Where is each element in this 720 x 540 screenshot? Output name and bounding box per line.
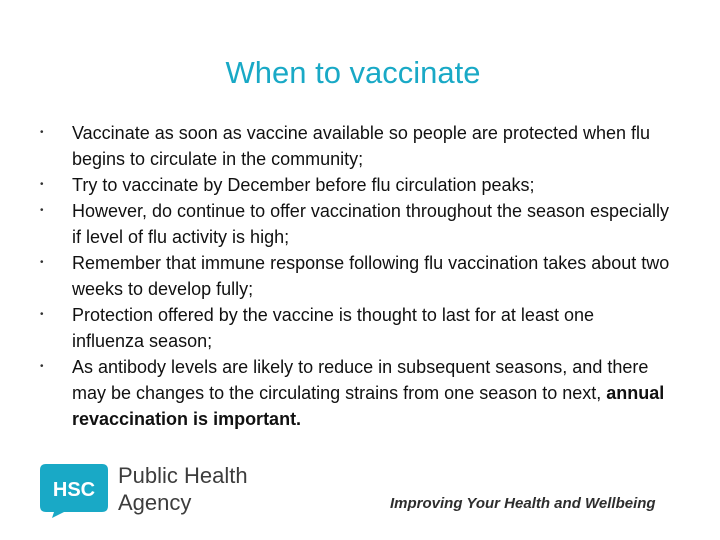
hsc-badge-icon — [38, 462, 110, 518]
bullet-icon: • — [40, 361, 44, 372]
list-item — [40, 354, 670, 432]
list-item — [40, 250, 670, 302]
bullet-icon: • — [40, 127, 44, 138]
list-item — [40, 120, 670, 172]
bullet-text: Vaccinate as soon as vaccine available so people are protected when flu begins to circulate in the community; — [72, 123, 651, 169]
logo-text — [118, 462, 248, 516]
bullet-text: Protection offered by the vaccine is thought to last for at least one influenza season; — [72, 305, 594, 351]
list-item — [40, 172, 670, 198]
badge-text: HSC — [52, 479, 96, 501]
bullet-text: Try to vaccinate by December before flu circulation peaks; — [72, 175, 535, 195]
bullet-text: Remember that immune response following flu vaccination takes about two weeks to develop fully; — [72, 253, 670, 299]
tagline: Improving Your Health and Wellbeing — [390, 495, 656, 512]
bullet-icon: • — [40, 205, 44, 216]
logo-line-1: Public Health — [118, 463, 248, 488]
bullet-text: However, do continue to offer vaccination throughout the season especially if level of flu activity is high; — [72, 201, 670, 247]
list-item — [40, 198, 670, 250]
list-item — [40, 302, 670, 354]
bullet-text: As antibody levels are likely to reduce in subsequent seasons, and there may be changes to the circulating strains from one season to next, — [72, 357, 649, 403]
bullet-icon: • — [40, 179, 44, 190]
bullet-icon: • — [40, 257, 44, 268]
logo-line-2: Agency — [118, 490, 192, 515]
slide-title: When to vaccinate — [225, 54, 481, 90]
hsc-logo — [38, 462, 248, 522]
bullet-emphasis: annual revaccination is important. — [72, 383, 665, 429]
bullet-icon: • — [40, 309, 44, 320]
bullet-list — [40, 120, 670, 432]
